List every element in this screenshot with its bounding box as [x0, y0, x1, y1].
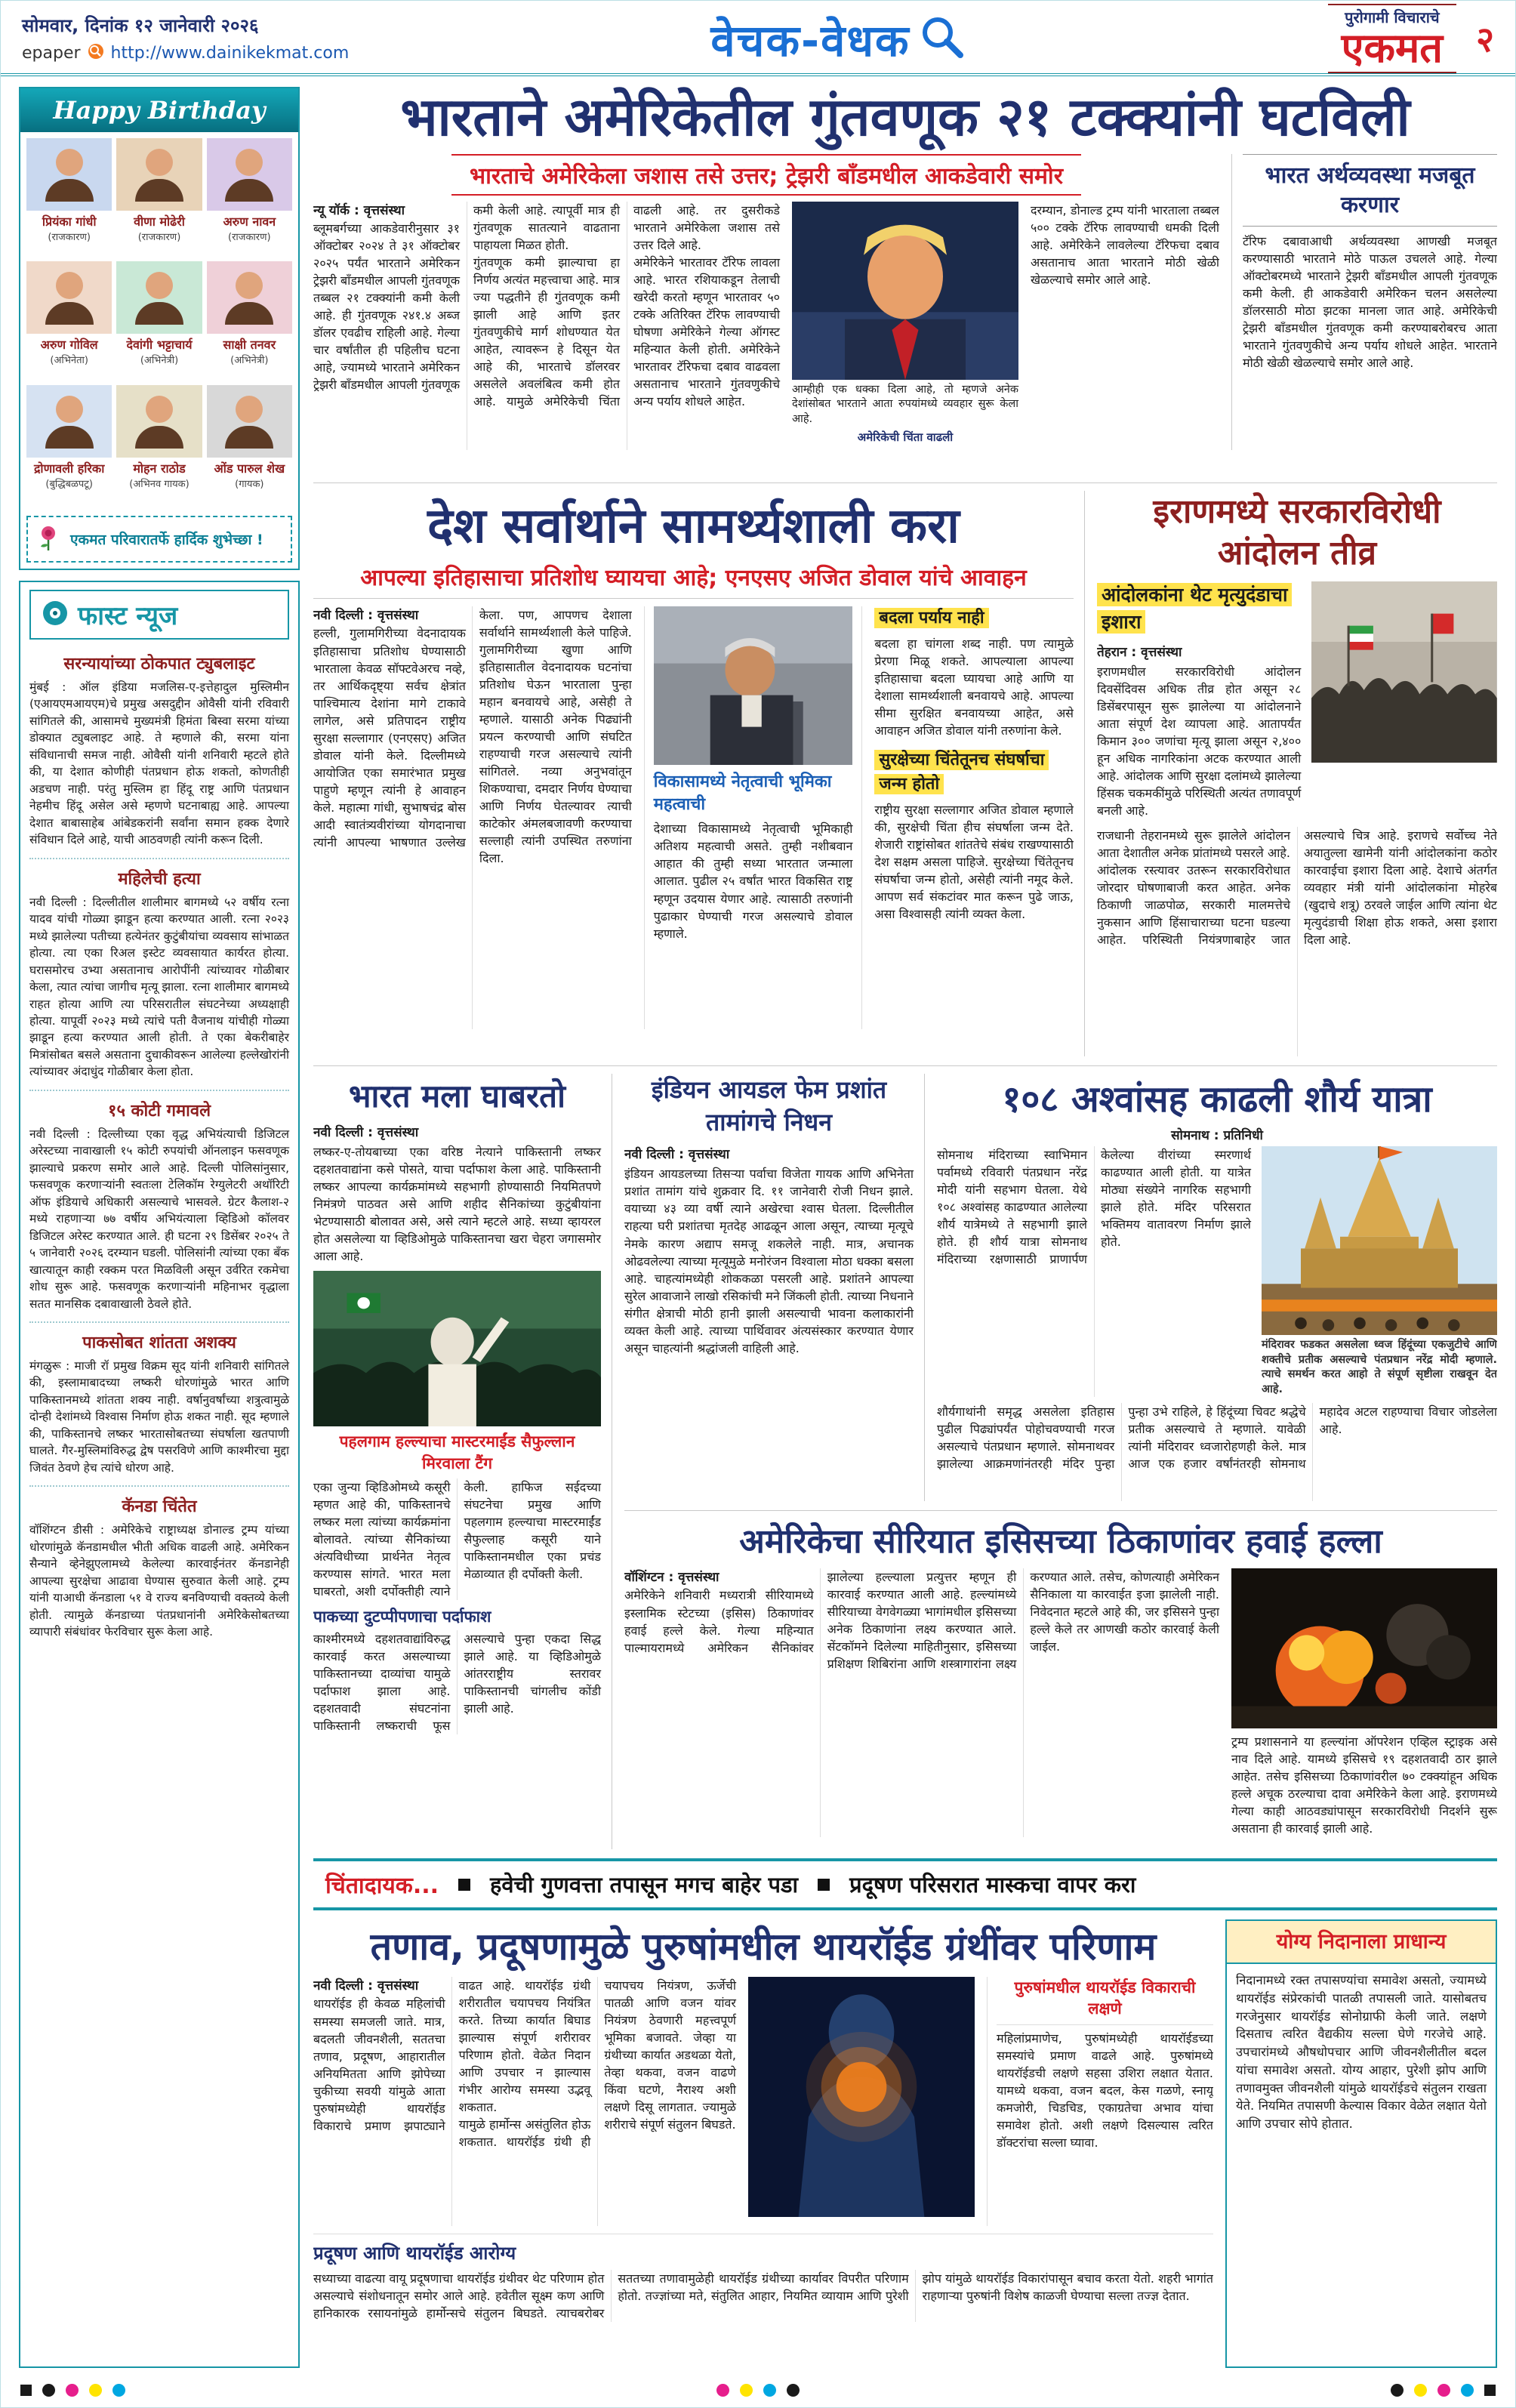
birthday-photo	[26, 138, 112, 211]
registration-dot	[716, 2384, 729, 2397]
birthday-box	[19, 87, 300, 570]
registration-dot	[763, 2384, 776, 2397]
article-body: ब्लूमबर्गच्या आकडेवारीनुसार ३१ ऑक्टोबर २०२४ ते ३१ ऑक्टोबर २०२५ पर्यंत भारताने अमेरिकन ट्रेझरी बाँडमधील आपली गुंतवणूक तब्बल २१ टक्क्यांनी कमी केली आहे. ही गुंतवणूक २४१.४ अब्ज डॉलर एवढीच राहिली आहे. गेल्या चार वर्षांतील ही पहिलीच घटना आहे, ज्यामध्ये भारताने अमेरिकन ट्रेझरी बाँडमधील आपली गुंतवणूक कमी केली आहे. त्यापूर्वी मात्र ही गुंतवणूक सातत्याने वाढताना पाहायला मिळत होती.	[313, 202, 620, 393]
iran-headline: इराणमध्ये सरकारविरोधी आंदोलन तीव्र	[1153, 492, 1441, 572]
fast-news-header	[29, 590, 289, 640]
lead-body-zone	[313, 154, 1497, 450]
masthead-brand	[1328, 4, 1494, 73]
birthday-role: (राजकारण)	[228, 232, 271, 243]
birthday-title: Happy Birthday	[20, 88, 298, 132]
birthday-role: (गायक)	[235, 478, 264, 490]
fast-news-heading: कॅनडा चिंतेत	[122, 1497, 197, 1517]
lead-photo-caption: अमेरिकेची चिंता वाढली	[857, 430, 954, 445]
doval-subhead: आपल्या इतिहासाचा प्रतिशोध घ्यायचा आहे; एनएसए अजित डोवाल यांचे आवाहन	[313, 561, 1074, 599]
fast-news-box	[19, 581, 300, 2368]
article-body: गुंतवणूक कमी झाल्याचा हा निर्णय अत्यंत महत्त्वाचा आहे. मात्र ज्या पद्धतीने ही गुंतवणूक कमी झाली आहे आणि इतर गुंतवणुकीचे मार्ग शोधण्यात येत आहेत, त्यावरून हे दिसून येत आहे की, भारताचे डॉलरवर असलेले अवलंबित्व कमी होत आहे. यामुळे अमेरिकेची चिंता वाढली आहे. तर दुसरीकडे भारताने अमेरिकेला जशास तसे उत्तर दिले आहे.	[473, 202, 780, 409]
fast-news-heading: पाकसोबत शांतता अशक्य	[82, 1333, 236, 1352]
birthday-cell	[26, 138, 112, 257]
doval-text-columns	[313, 606, 632, 1029]
rose-icon	[34, 523, 63, 555]
birthday-name: ओंड पारुल शेख	[214, 461, 285, 476]
airstrike-fire-photo	[1231, 1568, 1497, 1728]
birthday-cell	[207, 385, 292, 504]
fast-news-item	[29, 1487, 289, 1649]
registration-dot	[1461, 2384, 1474, 2397]
iran-kicker: आंदोलकांना थेट मृत्युदंडाचा इशारा	[1097, 581, 1301, 637]
iran-dateline: तेहरान : वृत्तसंस्था	[1097, 644, 1182, 660]
fast-news-body: नवी दिल्ली : दिल्लीच्या एका वृद्ध अभियंत्याची डिजिटल अरेस्टच्या नावाखाली १५ कोटी रुपयांची ऑनलाइन फसवणूक झाल्याचे प्रकरण समोर आले आहे. दिल्ली पोलिसांनुसार, फसवणूक करणाऱ्यांनी स्वतःला टेलिकॉम रेग्युलेटरी अथॉरिटी ऑफ इंडियाचे अधिकारी असल्याचे भासवले. ग्रेटर कैलाश-२ मध्ये राहणाऱ्या ७७ वर्षीय अभियंत्याला व्हिडिओ कॉलवर डिजिटल अरेस्ट करण्यात आले. ही घटना २९ डिसेंबर २०२५ ते ५ जानेवारी २०२६ दरम्यान घडली. पोलिसांनी त्यांच्या एका बँक खात्यातून काही रक्कम परत मिळविली असून उर्वरित रकमेचा शोध सुरू आहे. फसवणूक करणाऱ्यांनी महिनाभर वृद्धाला सतत मानसिक दबावाखाली ठेवले होते.	[29, 1127, 289, 1311]
sidebar	[19, 87, 300, 2368]
thyroid-text-columns	[313, 1977, 736, 2226]
fast-news-item	[29, 859, 289, 1091]
thyroid-main	[313, 1919, 1213, 2368]
diagnosis-heading: योग्य निदानाला प्राधान्य	[1227, 1921, 1496, 1964]
trump-photo	[792, 202, 1018, 380]
lead-dateline: न्यू यॉर्क : वृत्तसंस्था	[313, 202, 405, 218]
main-area	[313, 87, 1497, 2368]
pak-rally-photo	[313, 1271, 601, 1426]
thyroid-dateline: नवी दिल्ली : वृत्तसंस्था	[313, 1978, 419, 1993]
idol-body: इंडियन आयडलच्या तिसऱ्या पर्वाचा विजेता गायक आणि अभिनेता प्रशांत तामांग यांचे शुक्रवार दि. ११ जानेवारी रोजी निधन झाले. वयाच्या ४३ व्या वर्षी त्याने अखेरचा श्वास घेतला. दिल्लीतील राहत्या घरी प्रशांतचा मृतदेह आढळून आला असून, त्याच्या मृत्यूचे नेमके कारण अद्याप समजू शकलेले नाही. मात्र, अचानक ओढवलेल्या त्याच्या मृत्यूमुळे मनोरंजन विश्वाला मोठा धक्का बसला आहे. चाहत्यांमध्येही शोककळा पसरली आहे. प्रशांतने आपल्या सुरेल आवाजाने लाखो रसिकांची मने जिंकली होती. त्याच्या निधनाने संगीत क्षेत्राची मोठी हानी झाली असल्याची भावना कलाकारांनी व्यक्त केली आहे. त्याच्या पार्थिवावर अंत्यसंस्कार करण्यात येणार असून चाहत्यांनी श्रद्धांजली वाहिली आहे.	[624, 1167, 914, 1355]
pak-headline: भारत मला घाबरतो	[349, 1078, 565, 1115]
birthday-name: अरुण गोविल	[40, 338, 98, 353]
birthday-photo	[26, 261, 112, 334]
birthday-photo	[207, 385, 292, 458]
row-doval-iran	[313, 483, 1497, 1056]
shaurya-caption: मंदिरावर फडकत असलेला ध्वज हिंदूंच्या एकजुटीचे आणि शक्तीचे प्रतीक असल्याचे पंतप्रधान नरेंद्र मोदी म्हणाले. त्याचे समर्थन करत आहो ते संपूर्ण सृष्टीला राखवून देत आहे.	[1262, 1339, 1497, 1395]
epaper-label: epaper	[22, 44, 81, 63]
article-body: दरम्यान, डोनाल्ड ट्रम्प यांनी भारताला तब्बल ५०० टक्के टॅरिफ लावण्याची धमकी दिली आहे. अमेरिकेने लावलेल्या टॅरिफचा दबाव असतानाच आता भारताने मोठी खेळी खेळल्याचे समोर आले आहे.	[1031, 202, 1219, 287]
pak-sub2-heading: पाकच्या दुटप्पीपणाचा पर्दाफाश	[313, 1608, 491, 1626]
fast-news-body: नवी दिल्ली : दिल्लीतील शालीमार बागमध्ये ५२ वर्षीय रत्ना यादव यांची गोळ्या झाडून हत्या करण्यात आली. रत्ना २०२३ मध्ये झालेल्या पतीच्या हत्येनंतर कुटुंबीयांचा व्यवसाय सांभाळत होत्या. त्या एका रिअल इस्टेट व्यवसायात कार्यरत होत्या. घरासमोरच उभ्या असतानाच आरोपींनी त्यांच्यावर गोळीबार केला, त्यात त्यांचा जागीच मृत्यू झाला. रत्ना शालीमार बागमध्ये राहत होत्या आणि त्या परिसरातील संघटनेच्या अध्यक्षाही होत्या. यापूर्वी २०२३ मध्ये त्यांचे पती वैजनाथ यांचीही गोळ्या झाडून हत्या करण्यात आली होती. ते एका बेकरीबाहेर मित्रांसोबत बसले असताना दुचाकीवरून आलेल्या हल्लेखोरांनी त्यांच्यावर अंदाधुंद गोळीबार केला होता.	[29, 895, 289, 1079]
iran-body: इराणमधील सरकारविरोधी आंदोलन दिवसेंदिवस अधिक तीव्र होत असून २८ डिसेंबरपासून सुरू झालेल्या या आंदोलनाने आता संपूर्ण देश व्यापला आहे. आतापर्यंत किमान ३०० जणांचा मृत्यू झाला असून २,४०० हून अधिक नागरिकांना अटक करण्यात आली आहे. आंदोलक आणि सुरक्षा दलांमध्ये झालेल्या हिंसक चकमकींमुळे परिस्थिती अत्यंत तणावपूर्ण बनली आहे.	[1097, 664, 1302, 818]
security-body: राष्ट्रीय सुरक्षा सल्लागार अजित डोवाल म्हणाले की, सुरक्षेची चिंता हीच संघर्षाला जन्म देते. शेजारी राष्ट्रांसोबत शांततेचे संबंध राखण्यासाठी देश सक्षम असला पाहिजे. सुरक्षेच्या चिंतेतूनच संघर्षाचा जन्म होतो, असेही त्यांनी नमूद केले. आपण सर्व संकटांवर मात करून पुढे जाऊ, असा विश्वासही त्यांनी व्यक्त केला.	[874, 802, 1074, 922]
page-number[interactable]: २	[1476, 19, 1494, 60]
pak-body: लष्कर-ए-तोयबाच्या एका वरिष्ठ नेत्याने पाकिस्तानी लष्कर दहशतवाद्यांना कसे पोसते, याचा पर्दाफाश केला आहे. पाकिस्तानी लष्कर आपल्या कार्यक्रमांमध्ये सहभागी होण्यासाठी नियमितपणे निमंत्रणे पाठवत असे आणि शहीद सैनिकांच्या कुटुंबीयांना भेटण्यासाठी बोलावत असे, असे त्याने म्हटले आहे. सध्या व्हायरल होत असलेल्या या व्हिडिओमुळे पाकिस्तानचा खरा चेहरा जगासमोर आला आहे.	[313, 1145, 601, 1264]
lead-text-columns	[313, 202, 780, 450]
leadership-heading: विकासामध्ये नेतृत्वाची भूमिका महत्वाची	[653, 772, 832, 814]
birthday-photo	[207, 261, 292, 334]
fast-news-heading: १५ कोटी गमावले	[108, 1101, 211, 1121]
economy-sidebar-article	[1231, 154, 1497, 450]
badla-body: बदला हा चांगला शब्द नाही. पण त्यामुळे प्रेरणा मिळू शकते. आपल्याला आपल्या इतिहासाचा बदला घ्यायचा आहे आणि या देशाला सामर्थ्यशाली बनवायचे आहे. आपल्या सीमा सुरक्षित बनवायच्या आहेत, असे आवाहन अजित डोवाल यांनी तरुणांना केले.	[874, 636, 1074, 738]
pak-sub1-columns	[313, 1478, 601, 1600]
thyroid-gland-photo	[748, 1977, 975, 2217]
banner-label: चिंतादायक...	[325, 1873, 439, 1899]
birthday-name: साक्षी तनवर	[223, 338, 276, 353]
magnifier-icon	[918, 13, 966, 64]
syria-right-column	[1231, 1568, 1497, 1837]
fast-news-title: फास्ट न्यूज	[78, 601, 178, 631]
thyroid-symptoms-box	[987, 1977, 1213, 2226]
fast-news-heading: महिलेची हत्या	[118, 869, 201, 889]
shaurya-headline: १०८ अश्वांसह काढली शौर्य यात्रा	[1002, 1078, 1432, 1121]
diagnosis-box	[1225, 1919, 1497, 2368]
page-title: वेचक-वेधक	[710, 14, 911, 66]
iran-article	[1097, 491, 1497, 1056]
masthead-logo	[710, 9, 966, 69]
birthday-cell	[116, 385, 202, 504]
registration-dot	[66, 2384, 79, 2397]
iran-right-column	[1311, 581, 1497, 819]
birthday-grid	[20, 132, 298, 510]
birthday-name: मोहन राठोड	[133, 461, 186, 476]
shaurya-article	[937, 1074, 1497, 1501]
pak-article	[313, 1074, 612, 1849]
birthday-role: (राजकारण)	[137, 232, 181, 243]
brand-name: एकमत	[1341, 24, 1444, 72]
birthday-cell	[116, 138, 202, 257]
pak-sub1-body: एका जुन्या व्हिडिओमध्ये कसूरी म्हणत आहे की, पाकिस्तानचे लष्कर मला त्यांच्या कार्यक्रमांना बोलावते. त्यांच्या सैनिकांच्या अंत्यविधीच्या प्रार्थनेत नेतृत्व करण्यास सांगते. भारत मला घाबरतो, अशी दर्पोक्तीही त्याने केली. हाफिज सईदच्या संघटनेचा प्रमुख आणि पहलगाम हल्ल्याचा मास्टरमाईंड सैफुल्लाह कसूरी याने पाकिस्तानमधील एका प्रचंड मेळाव्यात ही दर्पोक्ती केली.	[313, 1479, 601, 1599]
shaurya-body-2: शौर्यगाथांनी समृद्ध असलेला इतिहास पुढील पिढ्यांपर्यंत पोहोचवण्याची गरज असल्याचे पंतप्रधान म्हणाले. सोमनाथवर झालेल्या आक्रमणांनंतरही मंदिर पुन्हा पुन्हा उभे राहिले, हे हिंदूंच्या चिवट श्रद्धेचे प्रतीक असल्याचे ते म्हणाले. यावेळी त्यांनी मंदिरावर ध्वजारोहणही केले. मात्र आज एक हजार वर्षांनंतरही सोमनाथ महादेव अटल राहण्याचा विचार जोडलेला आहे.	[937, 1404, 1497, 1472]
registration-dot	[112, 2384, 125, 2397]
birthday-role: (अभिनेत्री)	[230, 355, 269, 367]
shaurya-text-columns	[937, 1146, 1251, 1397]
brand-tagline: पुरोगामी विचाराचे	[1345, 8, 1440, 27]
idol-headline: इंडियन आयडल फेम प्रशांत तामांगचे निधन	[651, 1075, 887, 1137]
row-three-top	[624, 1074, 1497, 1501]
banner-bullet-icon	[458, 1879, 470, 1891]
birthday-name: देवांगी भट्टाचार्य	[126, 338, 193, 353]
birthday-cell	[26, 385, 112, 504]
page-content	[1, 76, 1515, 2373]
registration-square	[1484, 2385, 1496, 2396]
security-heading: सुरक्षेच्या चिंतेतूनच संघर्षाचा जन्म होतो	[874, 748, 1074, 797]
symptoms-body: महिलांप्रमाणेच, पुरुषांमध्येही थायरॉईडच्या समस्यांचे प्रमाण वाढले आहे. पुरुषांमध्ये थायरॉईडची लक्षणे सहसा उशिरा लक्षात येतात. यामध्ये थकवा, वजन बदल, केस गळणे, स्नायू कमजोरी, चिडचिड, एकाग्रतेचा अभाव यांचा समावेश होतो. अशी लक्षणे दिसल्यास त्वरित डॉक्टरांचा सल्ला घ्यावा.	[997, 2030, 1213, 2150]
birthday-photo	[26, 385, 112, 458]
issue-date: सोमवार, दिनांक १२ जानेवारी २०२६	[22, 14, 259, 36]
registration-dot	[42, 2384, 55, 2397]
doval-right-column	[874, 606, 1074, 1029]
registration-dot	[787, 2384, 800, 2397]
fast-news-body: वॉशिंग्टन डीसी : अमेरिकेचे राष्ट्राध्यक्ष डोनाल्ड ट्रम्प यांच्या धोरणांमुळे कॅनडामधील भीती अधिक वाढली आहे. अमेरिकन सैन्याने व्हेनेझुएलामध्ये केलेल्या कारवाईनंतर कॅनडानेही आपल्या सुरक्षेचा आढावा घेण्यास सुरुवात केली आहे. ट्रम्प यांनी याआधी कॅनडाला ५१ वे राज्य बनविण्याची वक्तव्ये केली होती. त्यामुळे कॅनडाच्या पंतप्रधानांनी अमेरिकेसोबतच्या व्यापारी संबंधांवर फेरविचार सुरू केला आहे.	[29, 1523, 289, 1639]
iran-left-column	[1097, 581, 1301, 819]
iran-body-zone	[1097, 581, 1497, 819]
pak-sub1-heading: पहलगाम हल्ल्याचा मास्टरमाईंड सैफुल्लान मिरवाला टैंग	[339, 1432, 575, 1472]
pollution-body: सध्याच्या वाढत्या वायू प्रदूषणाचा थायरॉईड ग्रंथीवर थेट परिणाम होत असल्याचे संशोधनातून समोर आले आहे. हवेतील सूक्ष्म कण आणि हानिकारक रसायनांमुळे हार्मोन्सचे संतुलन बिघडते. त्याचबरोबर सततच्या तणावामुळेही थायरॉईड ग्रंथीच्या कार्यावर विपरीत परिणाम होतो. तज्ज्ञांच्या मते, संतुलित आहार, नियमित व्यायाम आणि पुरेशी झोप यांमुळे थायरॉईड विकारांपासून बचाव करता येतो. शहरी भागांत राहणाऱ्या पुरुषांनी विशेष काळजी घेण्याचा सल्ला तज्ज्ञ देतात.	[313, 2271, 1213, 2321]
diagnosis-body: निदानामध्ये रक्त तपासण्यांचा समावेश असतो, ज्यामध्ये थायरॉईड संप्रेरकांची पातळी तपासली जाते. यासोबतच गरजेनुसार थायरॉईड सोनोग्राफी केली जाते. लक्षणे दिसताच त्वरित वैद्यकीय सल्ला घेणे गरजेचे आहे. उपचारांमध्ये औषधोपचार आणि जीवनशैलीतील बदल यांचा समावेश असतो. योग्य आहार, पुरेशी झोप आणि तणावमुक्त जीवनशैली यांमुळे थायरॉईडचे संतुलन राखता येते. नियमित तपासणी केल्यास विकार वेळेत लक्षात येतो आणि उपचार सोपे होतात.	[1236, 1973, 1487, 2132]
pollution-section	[313, 2234, 1213, 2322]
birthday-name: द्रोणावली हरिका	[33, 461, 105, 476]
registration-dots-center	[716, 2384, 800, 2397]
birthday-name: अरुण नावन	[223, 214, 276, 229]
article-body: अमेरिकेने भारतावर टॅरिफ लावला आहे. भारत रशियाकडून तेलाची खरेदी करतो म्हणून भारतावर ५० टक्के अतिरिक्त टॅरिफ लावण्याची घोषणा अमेरिकेने गेल्या ऑगस्ट महिन्यात केली होती. अमेरिकेने भारतावर टॅरिफचा दबाव वाढवला असतानाच भारताने गुंतवणुकीचे अन्य पर्याय शोधले आहेत.	[633, 254, 780, 409]
registration-dot	[1391, 2384, 1404, 2397]
birthday-photo	[116, 385, 202, 458]
fast-news-icon	[42, 600, 69, 630]
doval-photo	[654, 606, 853, 765]
birthday-wish	[26, 516, 292, 563]
masthead-left	[22, 13, 349, 65]
birthday-role: (अभिनेत्री)	[140, 355, 179, 367]
pollution-columns	[313, 2270, 1213, 2322]
syria-body-zone	[624, 1568, 1497, 1837]
pak-sub2-columns	[313, 1630, 601, 1734]
brand-block	[1328, 4, 1456, 73]
birthday-role: (राजकारण)	[48, 232, 91, 243]
fast-news-item	[29, 644, 289, 859]
birthday-photo	[116, 261, 202, 334]
doval-middle-column	[644, 606, 863, 1029]
idol-article	[624, 1074, 925, 1501]
iran-body-2: राजधानी तेहरानमध्ये सुरू झालेले आंदोलन आता देशातील अनेक प्रांतांमध्ये पसरले आहे. आंदोलक रस्त्यावर उतरून सरकारविरोधात जोरदार घोषणाबाजी करत आहेत. अनेक ठिकाणी जाळपोळ, सरकारी मालमत्तेचे नुकसान आणि हिंसाचाराच्या घटना घडल्या आहेत. परिस्थिती नियंत्रणाबाहेर जात असल्याचे चित्र आहे. इराणचे सर्वोच्च नेते अयातुल्ला खामेनी यांनी आंदोलकांना कठोर कारवाईचा इशारा दिला आहे. देशाचे अंतर्गत व्यवहार मंत्री यांनी आंदोलकांना मोहरेब (खुदाचे शत्रू) ठरवले जाईल आणि त्यांना थेट मृत्युदंडाची शिक्षा होऊ शकते, असा इशारा दिला आहे.	[1097, 828, 1497, 947]
registration-dot	[740, 2384, 753, 2397]
birthday-role: (अभिनेता)	[50, 355, 88, 367]
syria-dateline: वॉशिंग्टन : वृत्तसंस्था	[624, 1570, 719, 1585]
thyroid-hormone-body: यामुळे हार्मोन्स असंतुलित होऊ शकतात. थायरॉईड ग्रंथी ही चयापचय नियंत्रण, ऊर्जेची पातळी आणि वजन यांवर नियंत्रण ठेवणारी महत्त्वपूर्ण भूमिका बजावते. जेव्हा या ग्रंथीच्या कार्यात अडथळा येतो, तेव्हा थकवा, वजन वाढणे किंवा घटणे, नैराश्य अशी लक्षणे दिसू लागतात. ज्यामुळे शरीराचे संपूर्ण संतुलन बिघडते.	[458, 1978, 736, 2150]
thyroid-article	[313, 1919, 1497, 2368]
epaper-url[interactable]: http://www.dainikekmat.com	[110, 44, 350, 63]
birthday-name: प्रियंका गांधी	[42, 214, 97, 229]
registration-dots-right	[1391, 2384, 1496, 2397]
birthday-cell	[207, 138, 292, 257]
row-three-right	[624, 1074, 1497, 1849]
birthday-role: (बुद्धिबळपटू)	[45, 478, 93, 490]
birthday-photo	[207, 138, 292, 211]
banner-item-2: प्रदूषण परिसरात मास्कचा वापर करा	[849, 1872, 1136, 1898]
birthday-photo	[116, 138, 202, 211]
iran-bottom-columns	[1097, 827, 1497, 1056]
lead-text-column-right	[1031, 202, 1219, 450]
banner-bullet-icon	[818, 1879, 830, 1891]
pollution-heading: प्रदूषण आणि थायरॉईड आरोग्य	[313, 2243, 516, 2264]
somnath-temple-photo	[1262, 1146, 1497, 1335]
registration-square	[20, 2385, 32, 2396]
row-three	[313, 1065, 1497, 1849]
birthday-cell	[26, 261, 112, 380]
shaurya-body: सोमनाथ मंदिराच्या स्वाभिमान पर्वामध्ये रविवारी पंतप्रधान नरेंद्र मोदी यांनी सहभाग घेतला. येथे १०८ अश्वांसह काढण्यात आलेल्या शौर्य यात्रेमध्ये ते सहभागी झाले होते. ही शौर्य यात्रा सोमनाथ मंदिराच्या रक्षणासाठी प्राणार्पण केलेल्या वीरांच्या स्मरणार्थ काढण्यात आली होती. या यात्रेत मोठ्या संख्येने नागरिक सहभागी झाले होते. मंदिर परिसरात भक्तिमय वातावरण निर्माण झाले होते.	[937, 1148, 1251, 1267]
fast-news-body: मुंबई : ऑल इंडिया मजलिस-ए-इत्तेहादुल मुस्लिमीन (एआयएमआयएम)चे प्रमुख असदुद्दीन ओवैसी यांनी रविवारी सांगितले की, आसामचे मुख्यमंत्री हिमंता बिस्वा सरमा यांच्या डोक्यात ट्युबलाइट आहे. ते म्हणाले की, सरमा यांना संविधानाची समज नाही. ओवैसी यांनी शनिवारी म्हटले होते की, या देशात कोणीही पंतप्रधान होऊ शकतो, कोणतीही अडचण नाही. परंतु मुस्लिम हा हिंदू राष्ट्र आणि पंतप्रधान नेहमीच हिंदू असेल असे म्हणणे घटनाबाह्य आहे. आपल्या देशात बाबासाहेब आंबेडकरांनी सर्वांना समान हक्क देणारे संविधान दिले आहे, याची आठवणही त्यांनी करून दिली.	[29, 680, 289, 847]
epaper-line	[22, 42, 349, 65]
economy-body: टॅरिफ दबावाआधी अर्थव्यवस्था आणखी मजबूत करण्यासाठी भारताने मोठे पाऊल उचलले आहे. गेल्या ऑक्टोबरमध्ये भारताने ट्रेझरी बाँडमधील आपली गुंतवणूक कमी केली. ही आकडेवारी अमेरिकन चलन असलेल्या डॉलरसाठी मोठा झटका मानला जात आहे. अमेरिकेची ट्रेझरी बाँडमधील गुंतवणूक कमी करण्याबरोबरच आता भारताने गुंतवणुकीचे अन्य पर्याय शोधले आहेत. भारताने मोठी खेळी खेळल्याचे समोर आले आहे.	[1243, 233, 1497, 370]
fast-news-body: मंगळुरू : माजी रॉ प्रमुख विक्रम सूद यांनी शनिवारी सांगितले की, इस्लामाबादच्या लष्करी धोरणांमुळे भारत आणि पाकिस्तानमध्ये शांतता शक्य नाही. वर्षानुवर्षांच्या शत्रुत्वामुळे दोन्ही देशांमध्ये विश्वास निर्माण होऊ शकत नाही. सूद म्हणाले की, पाकिस्तानचे लष्कर भारतासोबतच्या संघर्षाला खतपाणी घालते. गैर-मुस्लिमांविरुद्ध द्वेष पसरविणे आणि काश्मीरचा मुद्दा जिवंत ठेवणे हेच त्यांचे धोरण आहे.	[29, 1359, 289, 1475]
syria-body: अमेरिकेने शनिवारी मध्यरात्री सीरियामध्ये इस्लामिक स्टेटच्या (इसिस) ठिकाणांवर हवाई हल्ले केले. गेल्या महिन्यात पाल्मायरामध्ये अमेरिकन सैनिकांवर झालेल्या हल्ल्याला प्रत्युत्तर म्हणून ही कारवाई करण्यात आली आहे. हल्ल्यांमध्ये सीरियाच्या वेगवेगळ्या भागांमधील इसिसच्या अनेक ठिकाणांना लक्ष्य करण्यात आले. सेंटकॉमने दिलेल्या माहितीनुसार, इसिसच्या प्रशिक्षण शिबिरांना आणि शस्त्रागारांना लक्ष्य करण्यात आले. तसेच, कोणत्याही अमेरिकन सैनिकाला या कारवाईत इजा झालेली नाही. निवेदनात म्हटले आहे की, जर इसिसने पुन्हा हल्ले केले तर आणखी कठोर कारवाई केली जाईल.	[624, 1570, 1219, 1672]
lead-columns-zone	[313, 202, 1219, 450]
birthday-name: वीणा मोढेरी	[134, 214, 185, 229]
masthead	[1, 1, 1515, 76]
thyroid-body: थायरॉईड ही केवळ महिलांची समस्या समजली जाते. मात्र, बदलती जीवनशैली, सततचा तणाव, प्रदूषण, आहारातील अनियमितता आणि झोपेच्या चुकीच्या सवयी यांमुळे आता पुरुषांमध्येही थायरॉईड विकाराचे प्रमाण झपाट्याने वाढत आहे. थायरॉईड ग्रंथी शरीरातील चयापचय नियंत्रित करते. तिच्या कार्यात बिघाड झाल्यास संपूर्ण शरीरावर परिणाम होतो. वेळेत निदान आणि उपचार न झाल्यास गंभीर आरोग्य समस्या उद्भवू शकतात.	[313, 1978, 591, 2133]
birthday-role: (अभिनव गायक)	[129, 478, 190, 490]
syria-article	[624, 1510, 1497, 1849]
lead-photo-note: आम्हीही एक धक्का दिला आहे, तो म्हणजे अनेक देशांसोबत भारताने आता रुपयांमध्ये व्यवहार सुरू केला आहे.	[792, 383, 1018, 425]
pak-dateline: नवी दिल्ली : वृत्तसंस्था	[313, 1125, 419, 1140]
badla-heading: बदला पर्याय नाही	[874, 606, 1074, 631]
iran-protest-photo	[1311, 581, 1497, 763]
fast-news-item	[29, 1091, 289, 1323]
doval-dateline: नवी दिल्ली : वृत्तसंस्था	[313, 608, 419, 623]
shaurya-body-zone	[937, 1146, 1497, 1397]
leadership-body: देशाच्या विकासामध्ये नेतृत्वाची भूमिकाही अतिशय महत्वाची असते. तुम्ही नशीबवान आहात की तुम्ही सध्या भारतात जन्माला आलात. पुढील २५ वर्षांत भारत विकसित राष्ट्र म्हणून उदयास येणार आहे. त्यासाठी तरुणांनी पुढाकार घेण्याची गरज असल्याचे डोवाल म्हणाले.	[653, 822, 853, 941]
doval-article	[313, 491, 1085, 1056]
doval-body-zone	[313, 606, 1074, 1029]
shaurya-bottom-columns	[937, 1403, 1497, 1501]
fast-news-item	[29, 1323, 289, 1487]
lead-article	[313, 87, 1497, 473]
syria-text-columns	[624, 1568, 1219, 1837]
fast-news-heading: सरन्यायांच्या ठोकपात ट्युबलाइट	[63, 655, 255, 674]
shaurya-dateline: सोमनाथ : प्रतिनिधी	[1171, 1128, 1263, 1143]
syria-body-2: ट्रम्प प्रशासनाने या हल्ल्यांना ऑपरेशन एव्हिल स्ट्राइक असे नाव दिले आहे. यामध्ये इसिसचे १९ दहशतवादी ठार झाले आहेत. तसेच इसिसच्या ठिकाणांवरील ७० टक्क्यांहून अधिक हल्ले अचूक ठरल्याचा दावा अमेरिकेने केला आहे. इराणमध्ये गेल्या काही आठवड्यांपासून सरकारविरोधी निदर्शने सुरू असताना ही कारवाई झाली आहे.	[1231, 1734, 1497, 1836]
lead-subhead: भारताचे अमेरिकेला जशास तसे उत्तर; ट्रेझरी बाँडमधील आकडेवारी समोर	[313, 154, 1219, 196]
syria-headline: अमेरिकेचा सीरियात इसिसच्या ठिकाणांवर हवाई हल्ला	[739, 1522, 1382, 1561]
registration-dot	[89, 2384, 102, 2397]
economy-heading: भारत अर्थव्यवस्था मजबूत करणार	[1243, 154, 1497, 227]
registration-dots-left	[20, 2384, 125, 2397]
doval-headline: देश सर्वार्थाने सामर्थ्यशाली करा	[427, 498, 960, 554]
lead-left	[313, 154, 1219, 450]
registration-footer	[1, 2373, 1515, 2407]
registration-dot	[1414, 2384, 1427, 2397]
registration-dot	[1437, 2384, 1450, 2397]
air-quality-banner	[313, 1858, 1497, 1910]
lead-figure	[792, 202, 1018, 450]
article-body: हल्ली, गुलामगिरीच्या वेदनादायक इतिहासाचा प्रतिशोध घेण्यासाठी भारताला केवळ सॉफ्टवेअरच नव्हे, तर आर्थिकदृष्ट्या सर्वच क्षेत्रांत पाश्चिमात्य देशांना मागे टाकावे लागेल, असे प्रतिपादन राष्ट्रीय सुरक्षा सल्लागार (एनएसए) अजित डोवाल यांनी केले. दिल्लीमध्ये आयोजित एका समारंभात प्रमुख पाहुणे म्हणून त्यांनी हे आवाहन केले. महात्मा गांधी, सुभाषचंद्र बोस आदी स्वातंत्र्यवीरांच्या योगदानाचा त्यांनी आपल्या भाषणात उल्लेख केला. पण, आपणच देशाला सर्वार्थाने सामर्थ्यशाली केले पाहिजे. गुलामगिरीच्या खुणा आणि इतिहासातील वेदनादायक घटनांचा प्रतिशोध घेऊन भारताला पुन्हा महान बनवायचे आहे, असेही ते म्हणाले. यासाठी अनेक पिढ्यांनी प्रयत्न करण्याची आणि संघटित राहण्याची गरज असल्याचे त्यांनी सांगितले. नव्या अनुभवांतून शिकण्याचा, दमदार निर्णय घेण्याचा आणि निर्णय घेतल्यावर त्याची काटेकोर अंमलबजावणी करण्याचा सल्लाही त्यांनी उपस्थित तरुणांना दिला.	[313, 608, 632, 866]
idol-dateline: नवी दिल्ली : वृत्तसंस्था	[624, 1147, 730, 1163]
thyroid-figure	[748, 1977, 975, 2226]
birthday-wish-text: एकमत परिवारातर्फे हार्दिक शुभेच्छा !	[70, 532, 263, 548]
banner-item-1: हवेची गुणवत्ता तपासून मगच बाहेर पडा	[490, 1872, 799, 1898]
epaper-globe-icon	[87, 42, 105, 65]
birthday-cell	[207, 261, 292, 380]
shaurya-figure	[1262, 1146, 1497, 1397]
birthday-cell	[116, 261, 202, 380]
lead-headline: भारताने अमेरिकेतील गुंतवणूक २१ टक्क्यांनी घटविली	[400, 87, 1410, 148]
thyroid-headline: तणाव, प्रदूषणामुळे पुरुषांमधील थायरॉईड ग्रंथींवर परिणाम	[370, 1925, 1157, 1969]
thyroid-body-zone	[313, 1977, 1213, 2226]
symptoms-heading: पुरुषांमधील थायरॉईड विकाराची लक्षणे	[997, 1977, 1213, 2025]
pak-sub2-body: काश्मीरमध्ये दहशतवाद्यांविरुद्ध कारवाई करत असल्याच्या पाकिस्तानच्या दाव्यांचा यामुळे पर्दाफाश झाला आहे. दहशतवादी संघटनांना पाकिस्तानी लष्कराची फूस असल्याचे पुन्हा एकदा सिद्ध झाले आहे. या व्हिडिओमुळे आंतरराष्ट्रीय स्तरावर पाकिस्तानची चांगलीच कोंडी झाली आहे.	[313, 1632, 601, 1734]
